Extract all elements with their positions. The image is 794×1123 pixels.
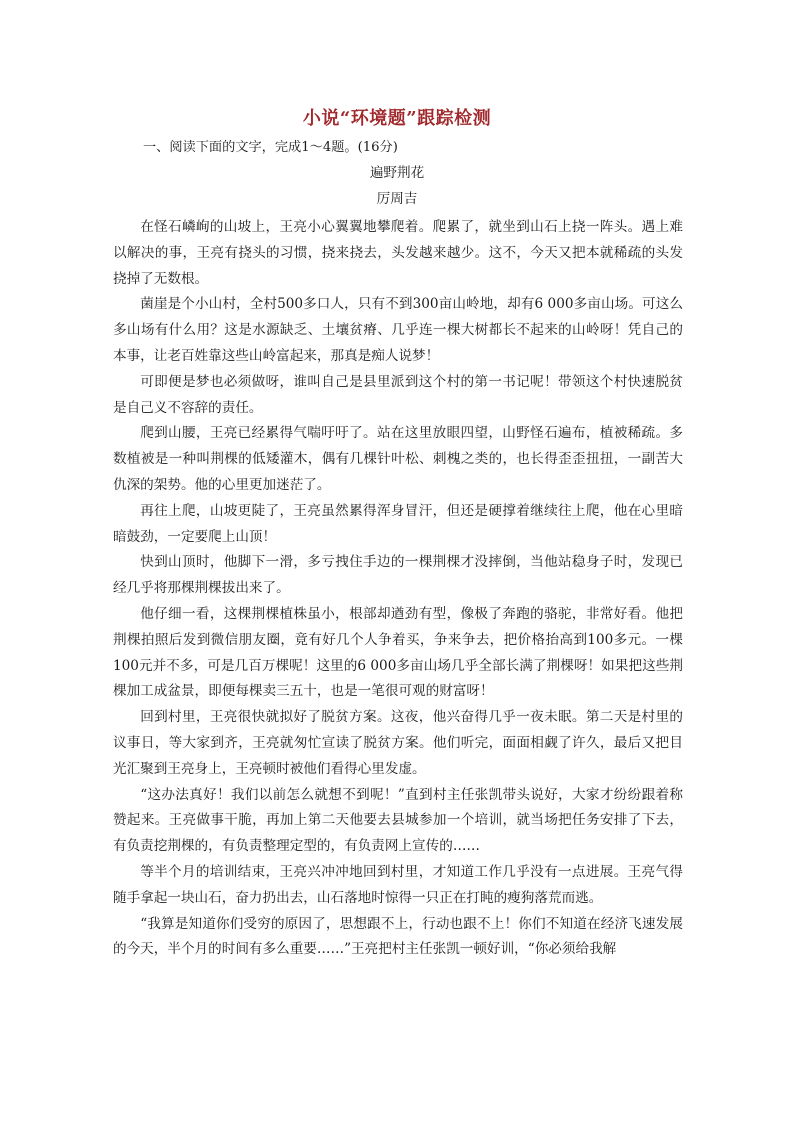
paragraph: 可即便是梦也必须做呀，谁叫自己是县里派到这个村的第一书记呢！带领这个村快速脱贫是自己义不容辞的责任。 [113,373,683,416]
story-author: 厉周吉 [376,191,418,207]
story-body [113,215,683,963]
question-instruction: 一、阅读下面的文字，完成1～4题。(16分) [143,140,398,155]
paragraph: 他仔细一看，这棵荆棵植株虽小，根部却遒劲有型，像极了奔跑的骆驼，非常好看。他把荆棵拍照后发到微信朋友圈，竟有好几个人争着买，争来争去，把价格抬高到100多元。一棵100元并不多，可是几百万棵呢！这里的6 000多亩山场几乎全部长满了荆棵呀！如果把这些荆棵加工成盆景，即便每棵卖三五十，也是一笔很可观的财富呀！ [113,605,683,700]
paragraph: 在怪石嶙峋的山坡上，王亮小心翼翼地攀爬着。爬累了，就坐到山石上挠一阵头。遇上难以解决的事，王亮有挠头的习惯，挠来挠去，头发越来越少。这不，今天又把本就稀疏的头发挠掉了无数根。 [113,219,683,287]
document-title: 小说“环境题”跟踪检测 [302,108,492,129]
paragraph: “我算是知道你们受穷的原因了，思想跟不上，行动也跟不上！你们不知道在经济飞速发展的今天，半个月的时间有多么重要……”王亮把村主任张凯一顿好训，“你必须给我解 [113,915,683,958]
paragraph: 回到村里，王亮很快就拟好了脱贫方案。这夜，他兴奋得几乎一夜未眠。第二天是村里的议事日，等大家到齐，王亮就匆忙宣读了脱贫方案。他们听完，面面相觑了许久，最后又把目光汇聚到王亮身上，王亮顿时被他们看得心里发虚。 [113,709,683,777]
paragraph: 爬到山腰，王亮已经累得气喘吁吁了。站在这里放眼四望，山野怪石遍布，植被稀疏。多数植被是一种叫荆棵的低矮灌木，偶有几棵针叶松、刺槐之类的，也长得歪歪扭扭，一副苦大仇深的架势。他的心里更加迷茫了。 [113,425,683,493]
story-title: 遍野荆花 [369,165,425,181]
paragraph: 等半个月的培训结束，王亮兴冲冲地回到村里，才知道工作几乎没有一点进展。王亮气得随手拿起一块山石，奋力扔出去，山石落地时惊得一只正在打盹的瘦狗落荒而逃。 [113,863,683,906]
paragraph: 菌崖是个小山村，全村500多口人，只有不到300亩山岭地，却有6 000多亩山场。可这么多山场有什么用？这是水源缺乏、土壤贫瘠、几乎连一棵大树都长不起来的山岭呀！凭自己的本事，让老百姓靠这些山岭富起来，那真是痴人说梦！ [113,296,683,364]
paragraph: “这办法真好！我们以前怎么就想不到呢！”直到村主任张凯带头说好，大家才纷纷跟着称赞起来。王亮做事干脆，再加上第二天他要去县城参加一个培训，就当场把任务安排了下去，有负责挖荆棵的，有负责整理定型的，有负责网上宣传的…… [113,786,683,855]
paragraph: 快到山顶时，他脚下一滑，多亏拽住手边的一棵荆棵才没摔倒，当他站稳身子时，发现已经几乎将那棵荆棵拔出来了。 [113,554,683,597]
paragraph: 再往上爬，山坡更陡了，王亮虽然累得浑身冒汗，但还是硬撑着继续往上爬，他在心里暗暗鼓劲，一定要爬上山顶！ [113,502,683,545]
